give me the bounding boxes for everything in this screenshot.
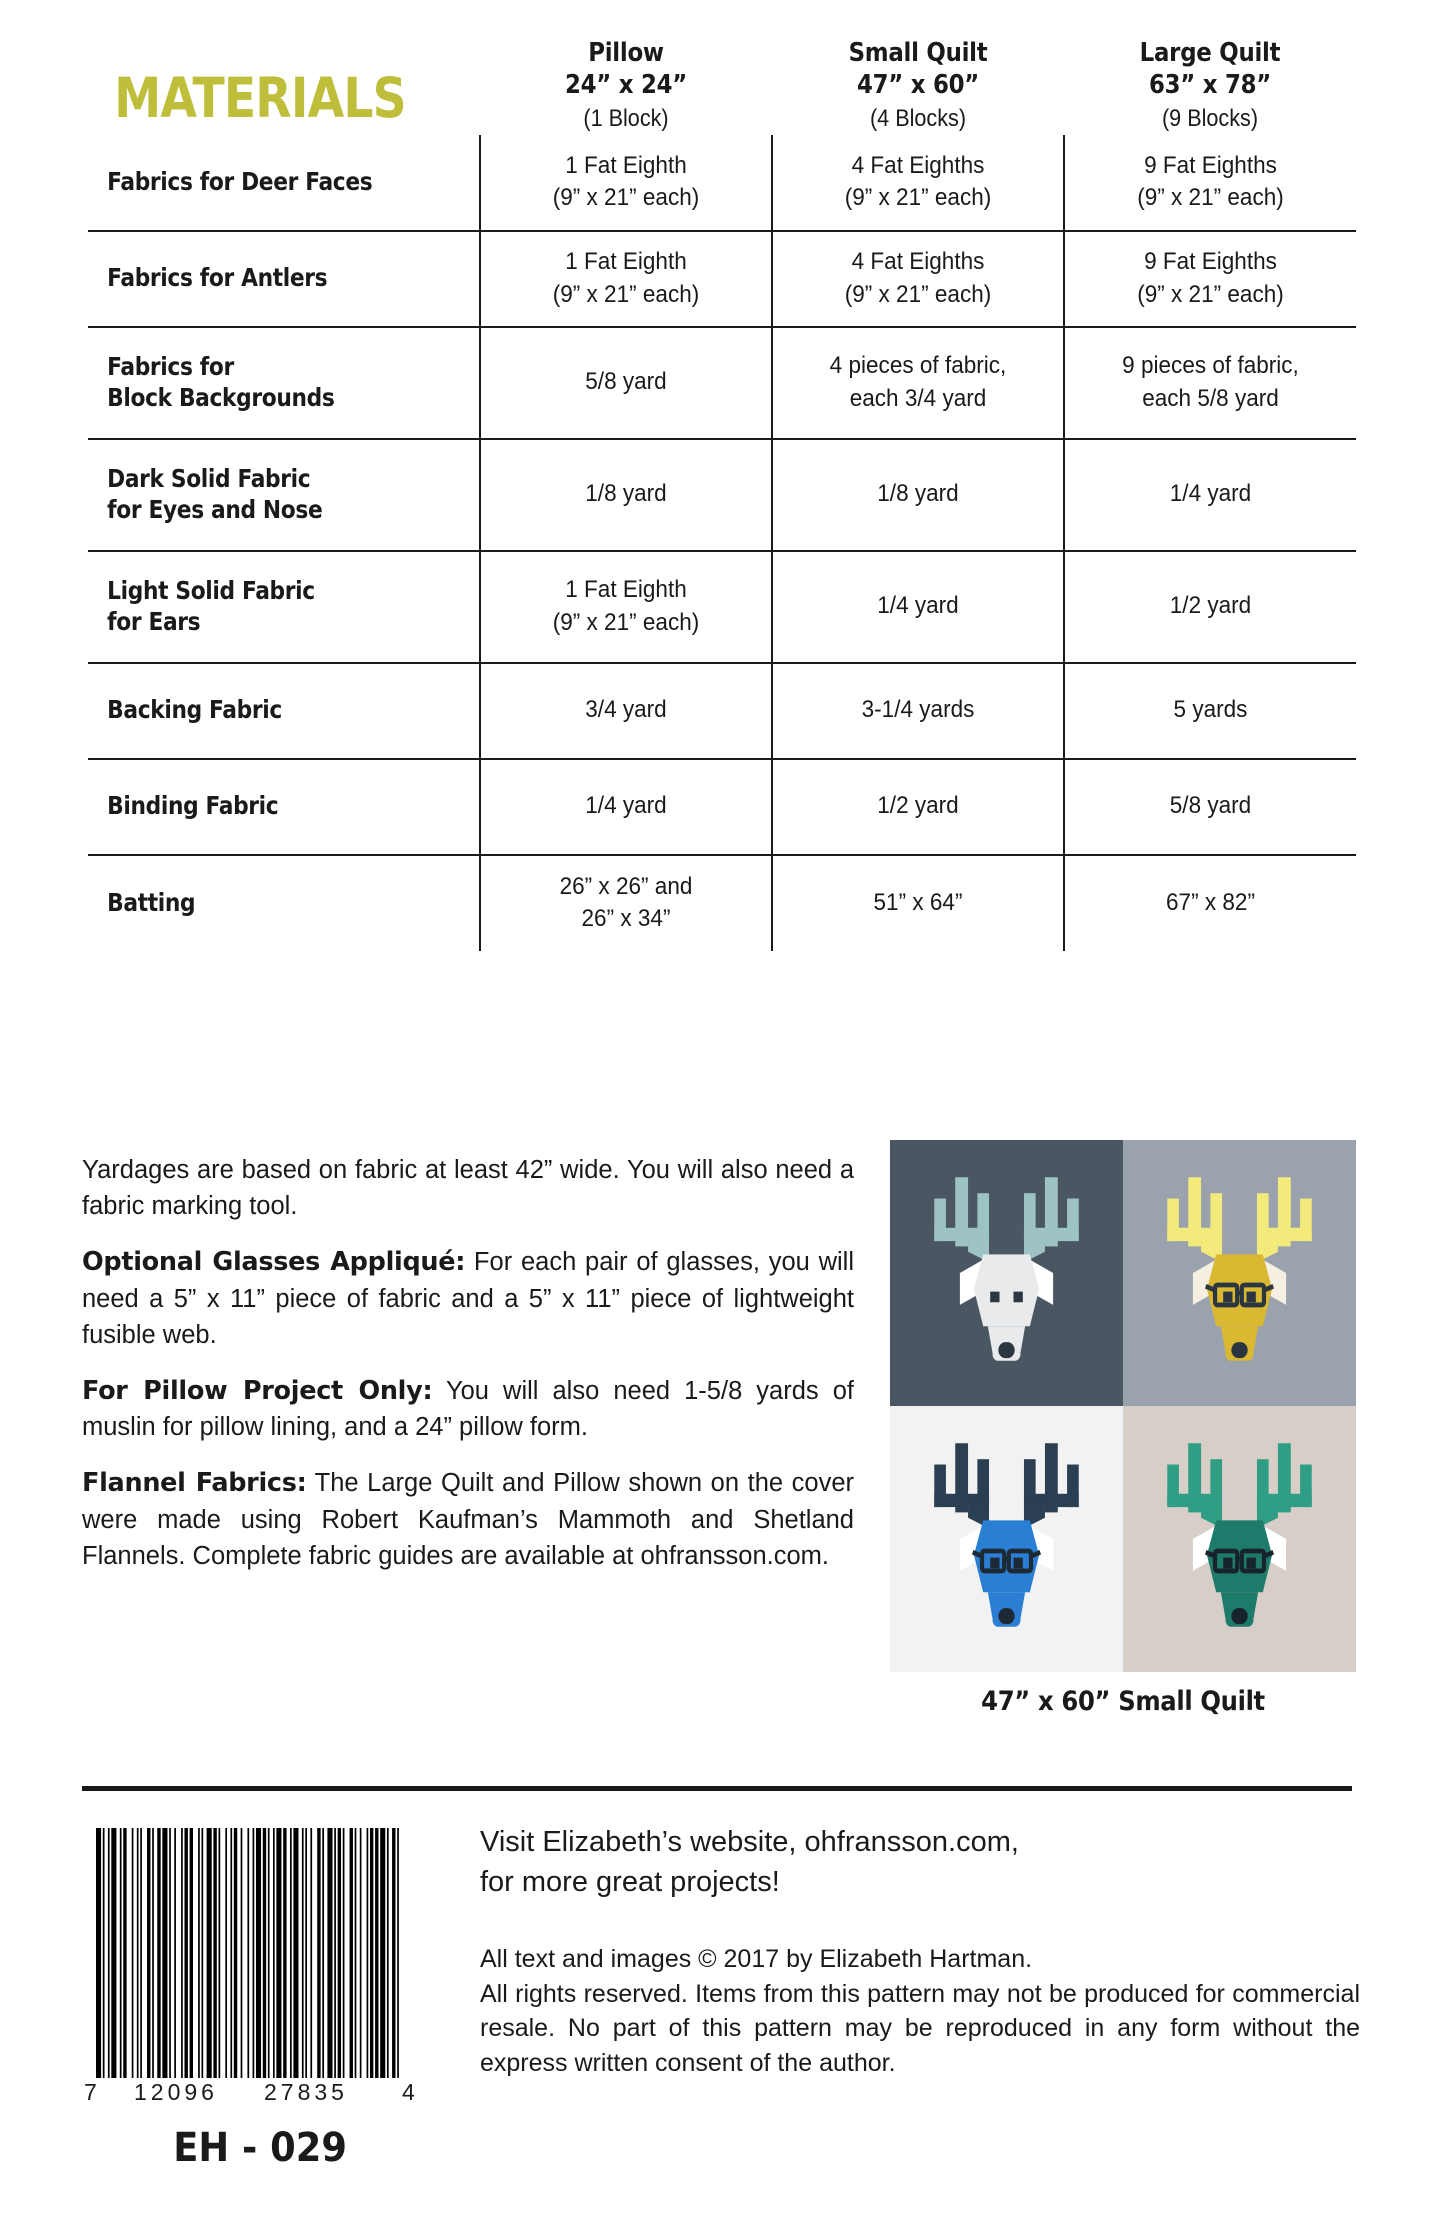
note-paragraph	[82, 1465, 854, 1574]
note-body: Yardages are based on fabric at least 42” wide. You will also need a fabric marking tool.	[82, 1156, 854, 1221]
deer-block-yellow	[1123, 1140, 1356, 1406]
table-row	[88, 663, 1356, 759]
row-label: Light Solid Fabric for Ears	[107, 576, 315, 636]
small-quilt-illustration	[890, 1140, 1356, 1672]
column-header-large-quilt-size: 63” x 78”	[1148, 69, 1272, 100]
cell-value: 9 Fat Eighths (9” x 21” each)	[1137, 248, 1284, 308]
cell-value: 51” x 64”	[873, 888, 963, 916]
website-promo-text	[480, 1822, 1360, 1902]
table-row	[88, 135, 1356, 231]
cell-value: 4 pieces of fabric, each 3/4 yard	[829, 352, 1007, 412]
column-header-pillow	[480, 38, 772, 135]
cell-value: 5/8 yard	[1169, 792, 1252, 820]
cell-value: 1/2 yard	[1169, 592, 1252, 620]
cell-value: 5 yards	[1173, 696, 1248, 724]
barcode-icon	[96, 1828, 404, 2078]
table-row	[88, 551, 1356, 663]
cell-small	[772, 551, 1064, 663]
row-label: Fabrics for Deer Faces	[107, 166, 373, 196]
cell-value: 1 Fat Eighth (9” x 21” each)	[552, 576, 700, 636]
row-label-cell	[88, 759, 480, 855]
row-label-cell	[88, 663, 480, 759]
row-label-cell	[88, 439, 480, 551]
note-lead: Flannel Fabrics:	[82, 1468, 307, 1499]
cell-large	[1064, 551, 1356, 663]
cell-value: 4 Fat Eighths (9” x 21” each)	[844, 151, 992, 212]
cell-small	[772, 759, 1064, 855]
footer-divider	[82, 1786, 1352, 1791]
cell-pillow	[480, 551, 772, 663]
barcode-group-2: 27835	[264, 2079, 348, 2105]
cell-value: 3/4 yard	[585, 696, 667, 724]
column-header-large-quilt	[1064, 38, 1356, 135]
deer-illustration	[1123, 1406, 1356, 1672]
cell-small	[772, 135, 1064, 231]
cell-pillow	[480, 663, 772, 759]
row-label-cell	[88, 135, 480, 231]
note-body: The Large Quilt and Pillow shown on the cover were made using Robert Kaufman’s Mammoth and Shetland Flannels. Complete fabric guides are available at ohfransson.com.	[82, 1469, 855, 1570]
materials-table-body	[88, 135, 1356, 951]
website-promo-line: Visit Elizabeth’s website, ohfransson.com,	[480, 1826, 1019, 1858]
notes-section	[82, 1152, 854, 1574]
column-header-large-quilt-blocks: (9 Blocks)	[1161, 105, 1259, 133]
cell-large	[1064, 663, 1356, 759]
cell-value: 1/4 yard	[1169, 480, 1252, 508]
column-header-small-quilt-name: Small Quilt	[848, 38, 988, 68]
cell-small	[772, 327, 1064, 439]
rights-reserved-text: All rights reserved. Items from this pattern may not be produced for commercial resale. No part of this pattern may be reproduced in any form without the express written consent of the author.	[480, 1979, 1360, 2077]
column-header-pillow-name: Pillow	[588, 38, 664, 68]
cell-value: 3-1/4 yards	[861, 696, 975, 724]
cell-small	[772, 663, 1064, 759]
cell-pillow	[480, 855, 772, 951]
cell-value: 5/8 yard	[585, 368, 667, 396]
row-label-cell	[88, 855, 480, 951]
note-lead: For Pillow Project Only:	[82, 1376, 433, 1407]
quilt-caption: 47” x 60” Small Quilt	[981, 1686, 1265, 1717]
barcode-group-1: 12096	[134, 2079, 218, 2105]
table-row	[88, 855, 1356, 951]
cell-value: 9 Fat Eighths (9” x 21” each)	[1137, 151, 1284, 212]
cell-value: 1/8 yard	[877, 480, 959, 508]
row-label-cell	[88, 231, 480, 327]
cell-large	[1064, 759, 1356, 855]
row-label: Binding Fabric	[107, 791, 279, 821]
row-label: Backing Fabric	[107, 695, 282, 725]
cell-value: 1/4 yard	[585, 792, 667, 820]
cell-pillow	[480, 135, 772, 231]
deer-block-blue	[890, 1406, 1123, 1672]
cell-large	[1064, 855, 1356, 951]
cell-value: 1/4 yard	[877, 592, 959, 620]
note-paragraph	[82, 1244, 854, 1353]
materials-table-wrapper	[88, 38, 1356, 951]
page-title: MATERIALS	[114, 65, 406, 130]
cell-value: 4 Fat Eighths (9” x 21” each)	[844, 248, 992, 308]
deer-illustration	[1123, 1140, 1356, 1406]
website-promo-line: for more great projects!	[480, 1866, 780, 1899]
deer-block-gray	[890, 1140, 1123, 1406]
copyright-block	[480, 1942, 1360, 2080]
copyright-line: All text and images © 2017 by Elizabeth Hartman.	[480, 1945, 1033, 1974]
row-label: Dark Solid Fabric for Eyes and Nose	[107, 464, 323, 524]
materials-table	[88, 38, 1356, 951]
cell-value: 26” x 26” and 26” x 34”	[559, 872, 693, 933]
table-row	[88, 327, 1356, 439]
table-header-row	[88, 38, 1356, 135]
cell-value: 1 Fat Eighth (9” x 21” each)	[552, 248, 700, 308]
barcode-digits	[84, 2079, 415, 2109]
cell-small	[772, 439, 1064, 551]
footer-text	[480, 1822, 1360, 2080]
cell-large	[1064, 439, 1356, 551]
row-label: Batting	[107, 887, 196, 917]
deer-block-teal	[1123, 1406, 1356, 1672]
cell-pillow	[480, 231, 772, 327]
column-header-small-quilt-size: 47” x 60”	[856, 69, 980, 100]
table-row	[88, 439, 1356, 551]
note-paragraph	[82, 1373, 854, 1445]
cell-small	[772, 231, 1064, 327]
cell-large	[1064, 327, 1356, 439]
row-label: Fabrics for Antlers	[107, 263, 328, 293]
row-label: Fabrics for Block Backgrounds	[107, 352, 335, 412]
cell-value: 1 Fat Eighth (9” x 21” each)	[552, 151, 700, 212]
cell-value: 9 pieces of fabric, each 5/8 yard	[1122, 352, 1299, 412]
cell-value: 67” x 82”	[1166, 888, 1255, 916]
cell-pillow	[480, 327, 772, 439]
deer-illustration	[890, 1140, 1123, 1406]
note-paragraph	[82, 1152, 854, 1224]
column-header-pillow-blocks: (1 Block)	[583, 105, 669, 133]
column-header-small-quilt-blocks: (4 Blocks)	[869, 105, 967, 133]
column-header-large-quilt-name: Large Quilt	[1139, 38, 1281, 68]
table-row	[88, 231, 1356, 327]
barcode-left-digit: 7	[84, 2079, 97, 2105]
row-label-cell	[88, 327, 480, 439]
cell-value: 1/8 yard	[585, 480, 667, 508]
cell-small	[772, 855, 1064, 951]
cell-pillow	[480, 439, 772, 551]
cell-pillow	[480, 759, 772, 855]
quilt-figure	[890, 1140, 1356, 1717]
cell-large	[1064, 231, 1356, 327]
table-row	[88, 759, 1356, 855]
column-header-small-quilt	[772, 38, 1064, 135]
page-title-cell	[88, 38, 480, 135]
column-header-pillow-size: 24” x 24”	[564, 69, 688, 100]
note-lead: Optional Glasses Appliqué:	[82, 1247, 466, 1278]
row-label-cell	[88, 551, 480, 663]
cell-value: 1/2 yard	[877, 792, 959, 820]
note-body: You will also need 1-5/8 yards of muslin for pillow lining, and a 24” pillow form.	[82, 1377, 854, 1442]
materials-table-head	[88, 38, 1356, 135]
deer-illustration	[890, 1406, 1123, 1672]
barcode-area	[84, 1828, 415, 2171]
cell-large	[1064, 135, 1356, 231]
note-body: For each pair of glasses, you will need a 5” x 11” piece of fabric and a 5” x 11” piece of lightweight fusible web.	[82, 1248, 854, 1349]
sku-label: EH - 029	[173, 2125, 347, 2171]
barcode-right-digit: 4	[402, 2079, 415, 2105]
